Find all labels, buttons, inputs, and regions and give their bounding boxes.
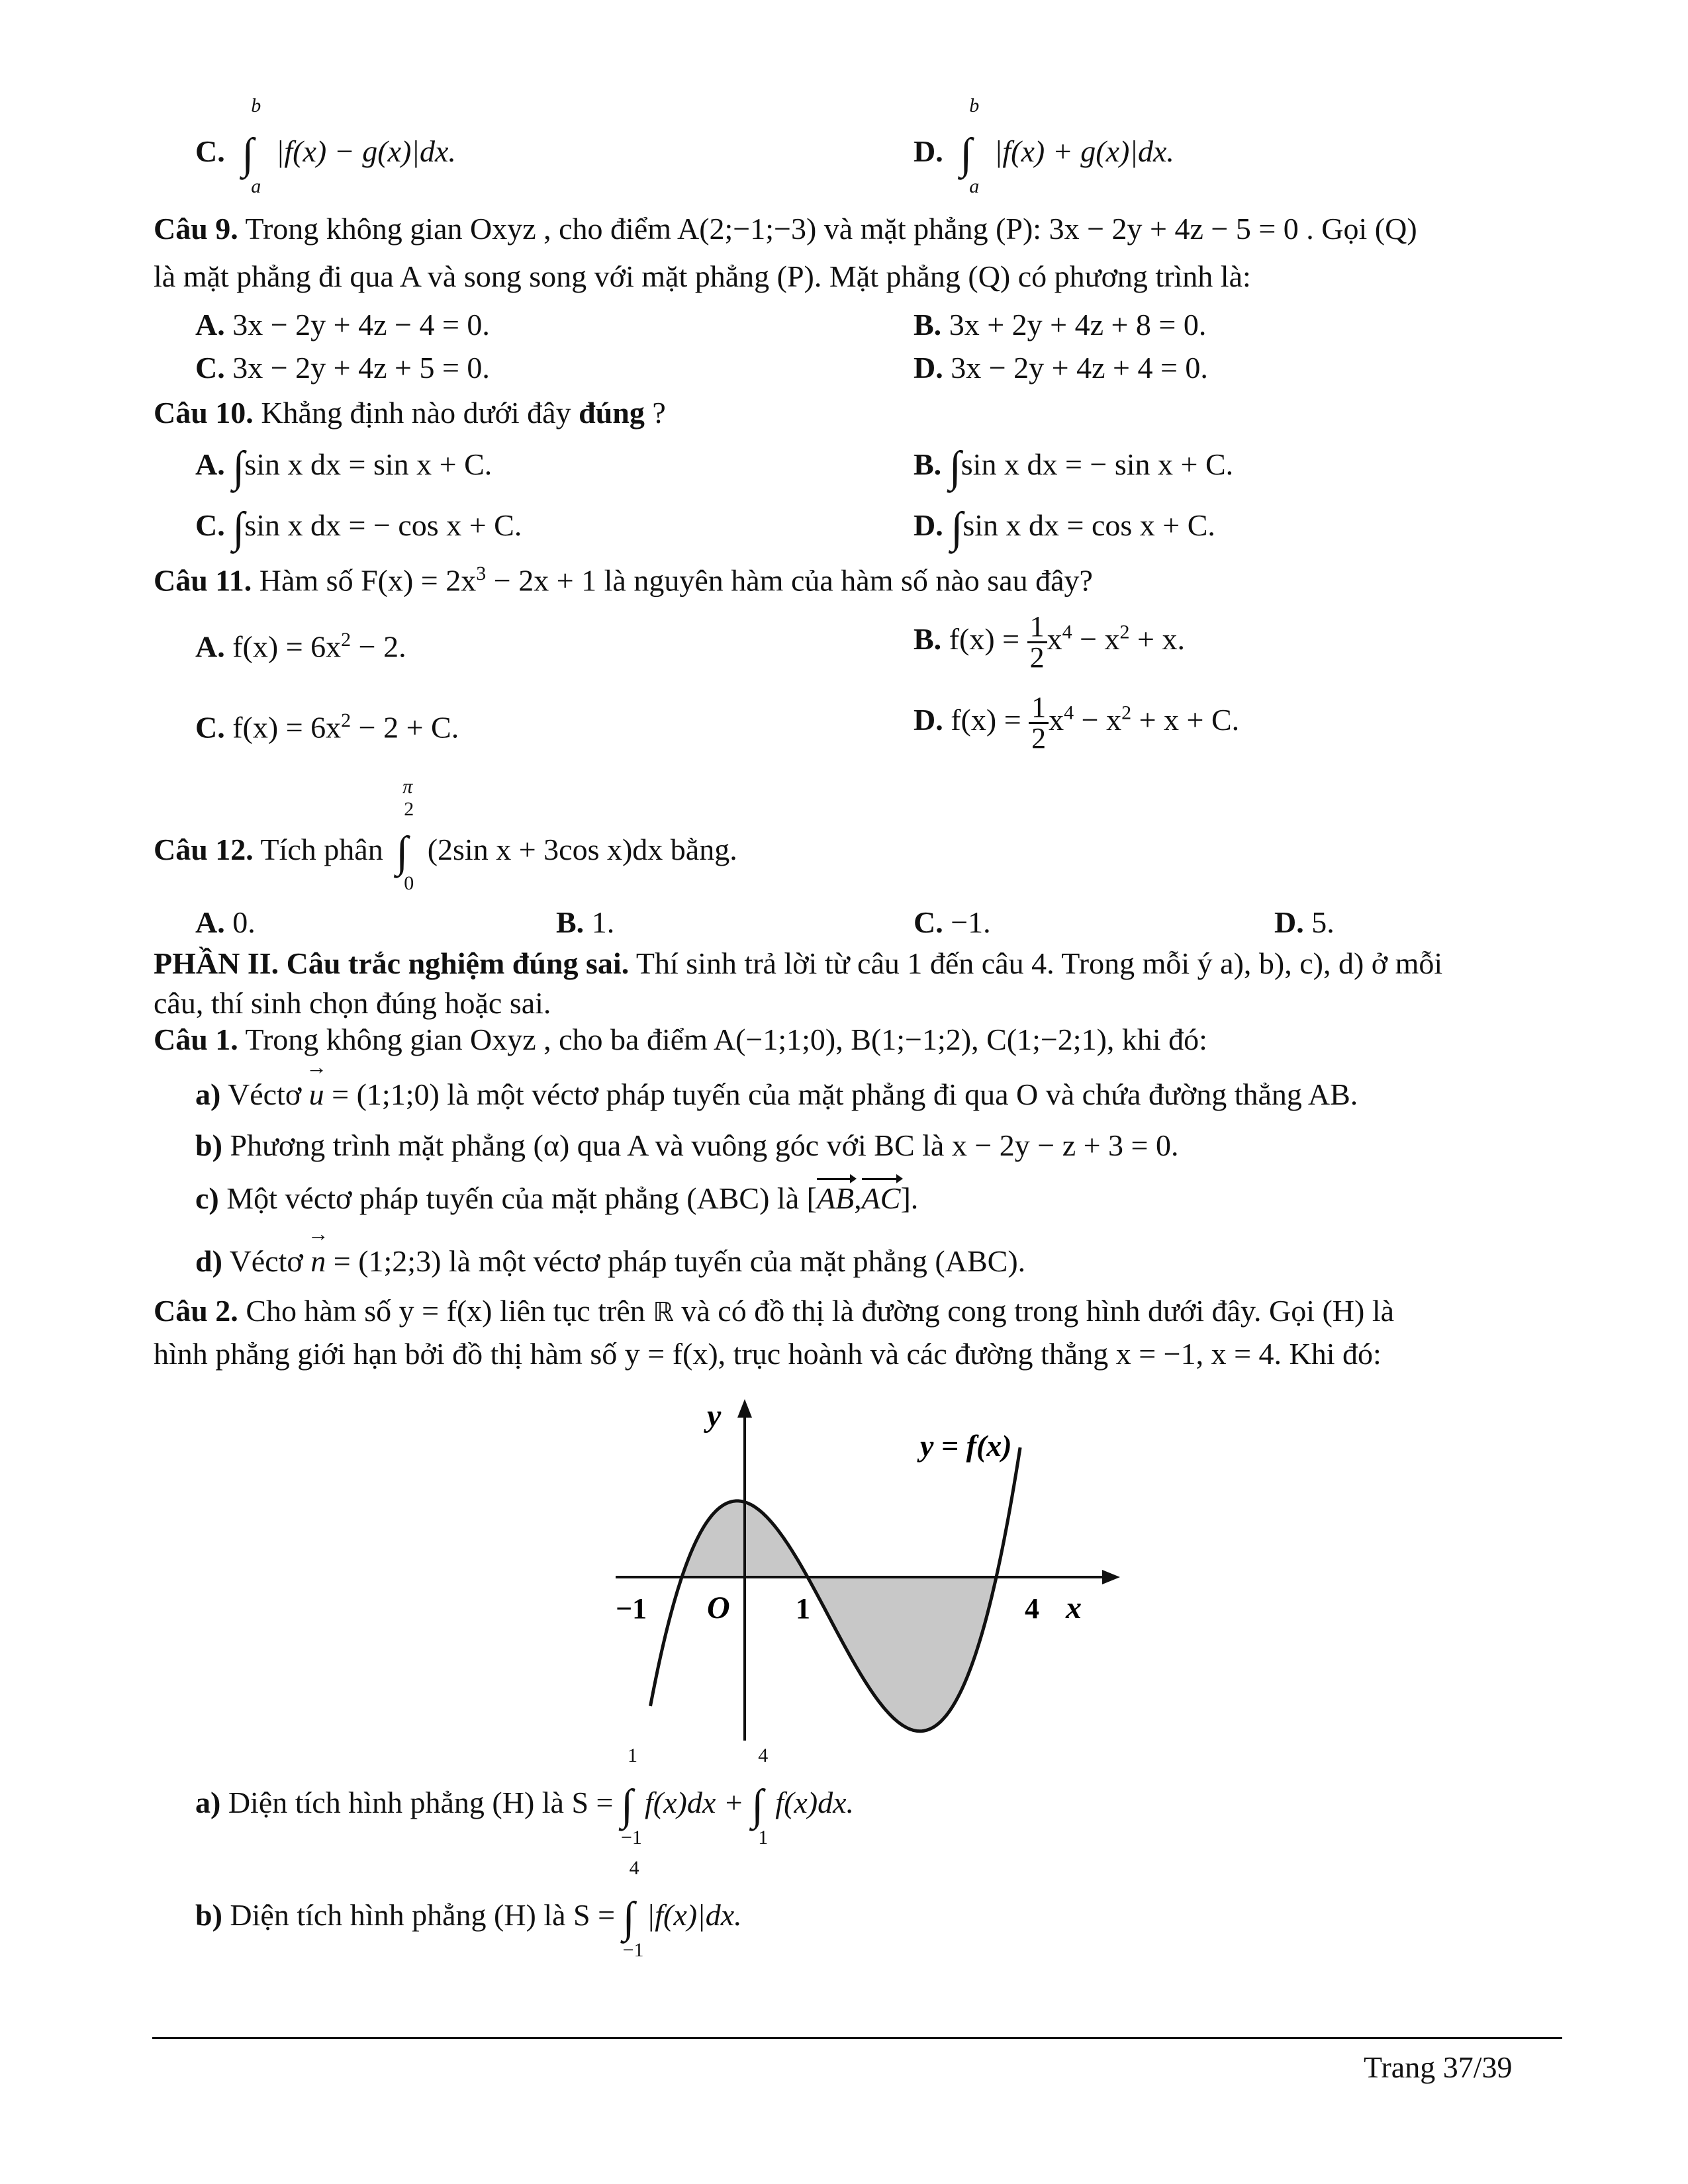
q9-option-b <box>914 308 1206 343</box>
option-label: A. <box>195 447 225 481</box>
item-label: a) <box>195 1786 221 1819</box>
integrand: |f(x)|dx. <box>646 1898 742 1932</box>
q12-stem <box>154 776 737 894</box>
question-text: bằng. <box>670 833 737 866</box>
integral-upper-limit-denominator: 2 <box>404 798 414 820</box>
integral-lower-limit: a <box>969 175 980 197</box>
q12-option-d <box>1274 905 1335 940</box>
item-text: Diện tích hình phẳng (H) là S = <box>230 1898 623 1932</box>
item-text: = (1;1;0) là một véctơ pháp tuyến của mặt phẳng đi qua O và chứa đường thẳng AB. <box>324 1077 1358 1111</box>
integral-upper-limit: 4 <box>758 1745 769 1766</box>
item-text: ]. <box>900 1181 919 1215</box>
integral-sign-icon: ∫ <box>960 130 972 178</box>
question-text: − 2x + 1 là nguyên hàm của hàm số nào sau đây? <box>486 563 1093 598</box>
fraction <box>1027 612 1047 672</box>
item-label: d) <box>195 1244 222 1278</box>
integrand: f(x)dx. <box>775 1786 855 1819</box>
option-text: 5. <box>1311 905 1335 939</box>
option-text: 3x + 2y + 4z + 8 = 0. <box>949 308 1207 341</box>
integral-sign-icon: ∫ <box>232 504 245 552</box>
question-text: Trong không gian Oxyz , cho ba điểm A(−1;1;0), B(1;−1;2), C(1;−2;1), khi đó: <box>245 1023 1207 1056</box>
question-label: Câu 1. <box>154 1023 238 1056</box>
option-label: D. <box>914 508 943 542</box>
integral-sign-icon: ∫ <box>396 828 408 876</box>
option-label: B. <box>914 622 942 657</box>
y-axis-label: y <box>707 1398 722 1433</box>
question-label: Câu 9. <box>154 212 238 246</box>
curve-label: y = f(x) <box>920 1429 1012 1463</box>
integral-sign-icon: ∫ <box>751 1781 764 1829</box>
option-text: 3x − 2y + 4z + 4 = 0. <box>951 351 1208 385</box>
option-text: − x <box>1072 622 1120 657</box>
p2q1-stem <box>154 1023 1207 1058</box>
option-label: D. <box>914 703 943 737</box>
option-text: f(x) = 6x <box>232 710 342 745</box>
item-text: = (1;2;3) là một véctơ pháp tuyến của mặt phẳng (ABC). <box>326 1244 1026 1278</box>
integral-sign-icon: ∫ <box>951 504 963 552</box>
question-text: Trong không gian Oxyz , cho điểm A(2;−1;−3) và mặt phẳng (P): 3x − 2y + 4z − 5 = 0 . Gọi (Q) <box>245 212 1417 246</box>
tick-label-1: 1 <box>796 1592 810 1625</box>
item-label: a) <box>195 1077 221 1111</box>
integral-sign-icon: ∫ <box>242 130 254 178</box>
question-text: Khẳng định nào dưới đây <box>261 396 571 430</box>
p2q2-item-a <box>195 1745 855 1848</box>
q11-option-c <box>195 709 459 745</box>
p2q2-stem-line1 <box>154 1294 1394 1329</box>
y-axis-arrow-icon <box>737 1399 752 1418</box>
option-label: C. <box>195 351 225 385</box>
option-label: D. <box>1274 905 1304 939</box>
exponent: 2 <box>1121 702 1132 724</box>
question-tail: ? <box>644 396 666 430</box>
q10-option-d <box>914 503 1215 553</box>
item-label: b) <box>195 1128 222 1162</box>
option-label: B. <box>556 905 585 939</box>
integral-sign-icon: ∫ <box>232 443 245 491</box>
integral-upper-limit: 4 <box>629 1857 639 1879</box>
exponent: 2 <box>341 709 352 731</box>
option-text: f(x) = <box>949 622 1027 657</box>
item-text: Diện tích hình phẳng (H) là S = <box>228 1786 621 1819</box>
option-text: x <box>1047 622 1062 657</box>
option-label: D. <box>914 351 943 385</box>
item-text: Véctơ <box>229 1244 311 1278</box>
question-label: Câu 10. <box>154 396 254 430</box>
shaded-region-right <box>808 1577 996 1731</box>
option-text: f(x) = 6x <box>232 629 342 664</box>
integral-sign-icon: ∫ <box>622 1893 635 1942</box>
option-label: C. <box>195 710 225 745</box>
option-text: sin x dx = sin x + C. <box>244 447 492 481</box>
function-graph <box>609 1390 1125 1747</box>
question-text: Cho hàm số y = f(x) liên tục trên <box>246 1294 653 1328</box>
page-number: Trang 37/39 <box>1364 2050 1513 2084</box>
exponent: 3 <box>476 563 487 584</box>
question-text: và có đồ thị là đường cong trong hình dưới đây. Gọi (H) là <box>673 1294 1395 1328</box>
q8-option-c <box>195 95 456 197</box>
p2q1-item-c <box>195 1178 918 1216</box>
option-expression: |f(x) − g(x)|dx. <box>275 134 456 168</box>
q9-stem-line1 <box>154 212 1417 247</box>
p2q1-item-d <box>195 1244 1025 1279</box>
option-label: D. <box>914 134 943 168</box>
exponent: 2 <box>341 629 352 651</box>
exponent: 2 <box>1119 621 1130 643</box>
integral-lower-limit: −1 <box>621 1827 642 1848</box>
item-text: Véctơ <box>228 1077 309 1111</box>
integral-upper-limit: 1 <box>628 1745 637 1766</box>
q12-option-c <box>914 905 991 940</box>
q12-option-b <box>556 905 614 940</box>
integral-lower-limit: 0 <box>404 872 414 894</box>
fraction-numerator: 1 <box>1029 693 1049 724</box>
vector-symbol: → n <box>310 1244 326 1279</box>
integral-upper-limit: b <box>251 95 261 116</box>
q9-option-a <box>195 308 490 343</box>
q10-stem <box>154 396 666 431</box>
q10-option-b <box>914 442 1233 492</box>
q10-option-a <box>195 442 492 492</box>
item-label: c) <box>195 1181 219 1215</box>
section-instructions: câu, thí sinh chọn đúng hoặc sai. <box>154 986 551 1020</box>
option-text: + x. <box>1129 622 1185 657</box>
integrand: (2sin x + 3cos x)dx <box>427 833 663 866</box>
part2-heading-line1 <box>154 946 1442 981</box>
option-text: sin x dx = − cos x + C. <box>244 508 522 542</box>
fraction-numerator: 1 <box>1027 612 1047 643</box>
option-text: 0. <box>232 905 256 939</box>
option-text: + x + C. <box>1131 703 1240 737</box>
option-text: sin x dx = − sin x + C. <box>961 447 1234 481</box>
integrand: f(x)dx + <box>645 1786 752 1819</box>
option-label: C. <box>195 508 225 542</box>
integral-lower-limit: −1 <box>622 1939 644 1961</box>
item-text: Một véctơ pháp tuyến của mặt phẳng (ABC) là [ <box>226 1181 817 1215</box>
option-label: A. <box>195 308 225 341</box>
fraction-denominator: 2 <box>1031 722 1047 754</box>
x-axis-arrow-icon <box>1102 1570 1120 1584</box>
q9-option-c <box>195 351 490 386</box>
integral-lower-limit: a <box>251 175 261 197</box>
integral-sign-icon: ∫ <box>621 1781 633 1829</box>
tick-label-4: 4 <box>1025 1592 1039 1625</box>
fraction <box>1029 693 1049 753</box>
vector-symbol: AC <box>862 1178 901 1216</box>
item-label: b) <box>195 1898 222 1932</box>
exponent: 4 <box>1064 702 1074 724</box>
section-instructions: Thí sinh trả lời từ câu 1 đến câu 4. Trong mỗi ý a), b), c), d) ở mỗi <box>629 946 1443 980</box>
q11-stem <box>154 563 1093 598</box>
vector-symbol: AB <box>817 1178 854 1216</box>
q12-option-a <box>195 905 256 940</box>
tick-label-neg1: −1 <box>616 1592 647 1625</box>
integral-upper-limit-numerator: π <box>402 776 413 797</box>
option-label: B. <box>914 308 942 341</box>
p2q1-item-b <box>195 1128 1179 1163</box>
option-label: A. <box>195 629 225 664</box>
option-label: C. <box>914 905 943 939</box>
option-text: − 2 + C. <box>351 710 459 745</box>
option-text: x <box>1049 703 1064 737</box>
part2-heading-line2 <box>154 986 551 1021</box>
option-expression: |f(x) + g(x)|dx. <box>994 134 1174 168</box>
option-label: C. <box>195 134 225 168</box>
q10-option-c <box>195 503 522 553</box>
p2q2-stem-line2 <box>154 1337 1382 1372</box>
question-label: Câu 12. <box>154 833 254 866</box>
x-axis-label: x <box>1066 1590 1082 1625</box>
option-label: B. <box>914 447 942 481</box>
option-text: f(x) = <box>951 703 1029 737</box>
footer-rule <box>152 2037 1562 2039</box>
option-text: sin x dx = cos x + C. <box>962 508 1215 542</box>
option-text: − 2. <box>351 629 406 664</box>
question-label: Câu 11. <box>154 563 252 598</box>
integral-lower-limit: 1 <box>758 1827 769 1848</box>
question-emphasis: đúng <box>579 396 645 430</box>
question-text: Tích phân <box>260 833 383 866</box>
option-text: 3x − 2y + 4z − 4 = 0. <box>232 308 490 341</box>
q11-option-a <box>195 629 406 664</box>
integral-sign-icon: ∫ <box>949 443 961 491</box>
question-text: Hàm số F(x) = 2x <box>259 563 477 598</box>
exponent: 4 <box>1062 621 1072 643</box>
fraction-denominator: 2 <box>1029 641 1045 674</box>
option-text: 3x − 2y + 4z + 5 = 0. <box>232 351 490 385</box>
question-text: là mặt phẳng đi qua A và song song với mặt phẳng (P). Mặt phẳng (Q) có phương trình là: <box>154 259 1251 293</box>
q11-option-b <box>914 612 1185 672</box>
option-text: 1. <box>591 905 615 939</box>
reals-symbol: ℝ <box>653 1297 674 1328</box>
q11-option-d <box>914 693 1239 753</box>
question-label: Câu 2. <box>154 1294 238 1328</box>
integral-upper-limit: b <box>969 95 980 116</box>
q9-stem-line2 <box>154 259 1251 295</box>
option-label: A. <box>195 905 225 939</box>
option-text: −1. <box>951 905 991 939</box>
section-heading: PHẦN II. Câu trắc nghiệm đúng sai. <box>154 946 630 980</box>
q8-option-d <box>914 95 1174 197</box>
origin-label: O <box>707 1590 730 1625</box>
p2q2-item-b <box>195 1857 742 1961</box>
vector-symbol: → u <box>309 1077 324 1113</box>
question-text: hình phẳng giới hạn bởi đồ thị hàm số y = f(x), trục hoành và các đường thẳng x = −1, x = 4. Khi đó: <box>154 1337 1382 1371</box>
item-text: , <box>854 1181 862 1215</box>
q9-option-d <box>914 351 1208 386</box>
p2q1-item-a <box>195 1077 1358 1113</box>
item-text: Phương trình mặt phẳng (α) qua A và vuông góc với BC là x − 2y − z + 3 = 0. <box>230 1128 1179 1162</box>
option-text: − x <box>1074 703 1122 737</box>
